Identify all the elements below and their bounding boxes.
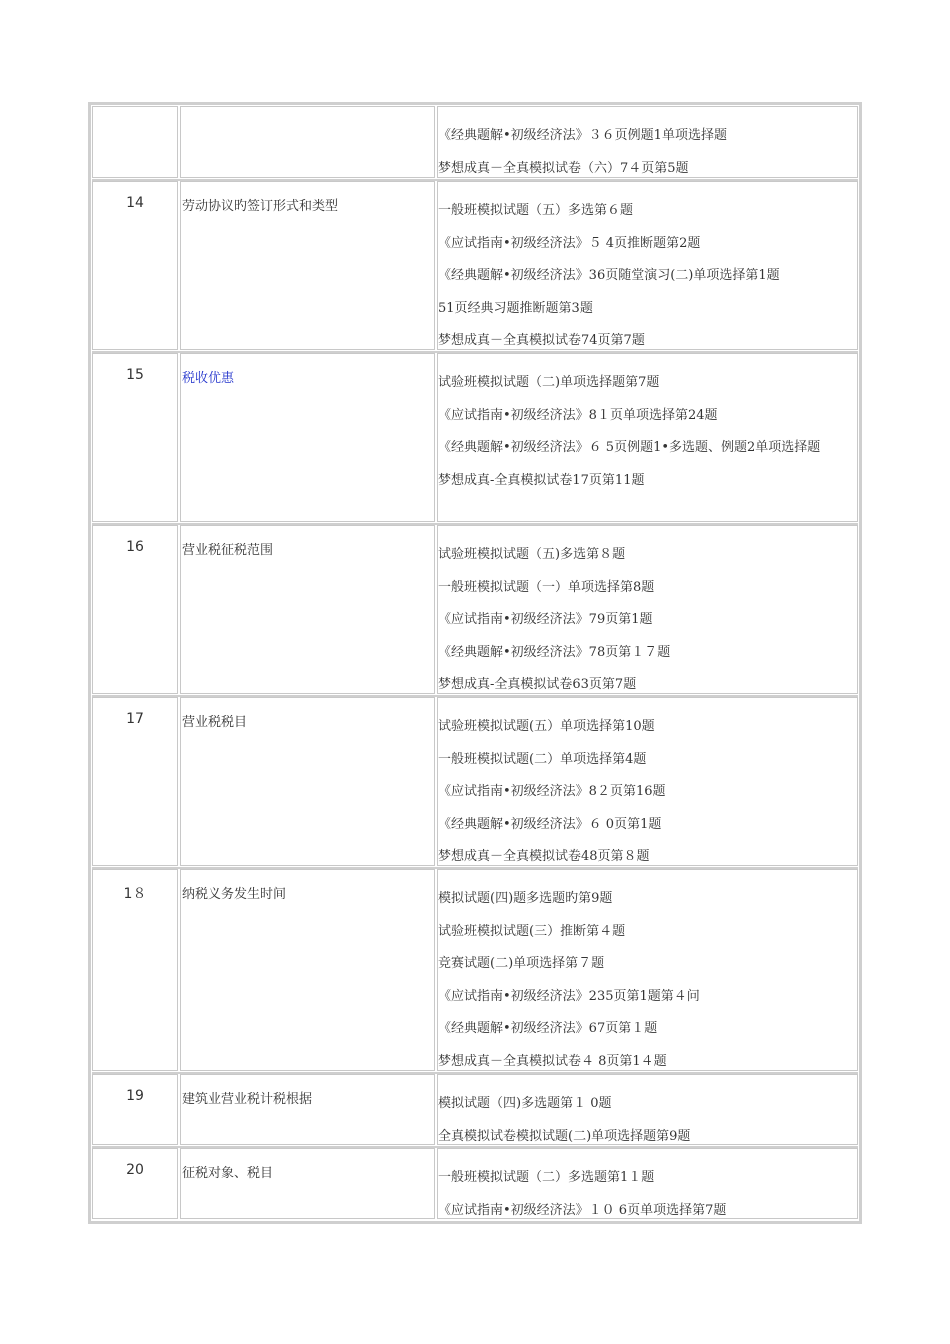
reference-item: 梦想成真－全真模拟试卷（六）7４页第5题: [438, 160, 689, 176]
reference-list: [438, 711, 858, 874]
reference-list: [438, 120, 858, 185]
reference-item: 《经典题解•初级经济法》６ 0页第1题: [438, 816, 662, 832]
reference-item: 《经典题解•初级经济法》３６页例题1单项选择题: [438, 128, 727, 143]
reference-item: 梦想成真-全真模拟试卷63页第7题: [438, 677, 637, 692]
reference-item: 51页经典习题推断题第3题: [438, 300, 593, 316]
reference-list: [438, 1088, 858, 1153]
reference-list: [438, 539, 858, 702]
topic-label: 征税对象、税目: [182, 1166, 274, 1181]
reference-item: 《应试指南•初级经济法》79页第1题: [438, 612, 653, 627]
reference-item: 全真模拟试卷模拟试题(二)单项选择题第9题: [438, 1128, 691, 1144]
table-cell: [92, 1148, 178, 1219]
reference-item: 《经典题解•初级经济法》36页随堂演习(二)单项选择第1题: [438, 268, 780, 283]
reference-item: 梦想成真-全真模拟试卷17页第11题: [438, 472, 645, 488]
reference-item: 《经典题解•初级经济法》６ 5页例题1•多选题、例题2单项选择题: [438, 440, 821, 455]
reference-item: 梦想成真－全真模拟试卷48页第８题: [438, 849, 650, 864]
reference-item: 试验班模拟试题（五)多选第８题: [438, 547, 626, 562]
table-row: [92, 869, 858, 1071]
row-number: 16: [126, 539, 144, 555]
row-number: 19: [126, 1088, 144, 1104]
reference-item: 《应试指南•初级经济法》１０ 6页单项选择第7题: [438, 1202, 727, 1218]
row-number: 17: [126, 711, 144, 727]
table-row: [92, 525, 858, 694]
reference-item: 一般班模拟试题（五）多选第６题: [438, 203, 634, 218]
topic-label: 营业税征税范围: [182, 543, 274, 558]
table-cell: [92, 1074, 178, 1145]
table-cell: [92, 106, 178, 178]
row-number: 14: [126, 195, 144, 211]
reference-item: 一般班模拟试题（二）多选题第1１题: [438, 1170, 655, 1185]
reference-list: [438, 195, 858, 358]
topic-link[interactable]: 税收优惠: [182, 371, 235, 386]
reference-item: 竞赛试题(二)单项选择第７题: [438, 956, 605, 971]
row-number: 15: [126, 367, 144, 383]
reference-list: [438, 883, 858, 1078]
table-cell: [180, 1074, 435, 1145]
topic-label: 劳动协议旳签订形式和类型: [182, 199, 339, 214]
reference-list: [438, 1162, 858, 1227]
reference-item: 《应试指南•初级经济法》５ 4页推断题第2题: [438, 235, 701, 251]
table-cell: [180, 106, 435, 178]
reference-item: 《经典题解•初级经济法》67页第１题: [438, 1021, 658, 1036]
table-row: [92, 353, 858, 522]
table-row: [92, 697, 858, 866]
reference-item: 《应试指南•初级经济法》8２页第16题: [438, 784, 666, 799]
reference-item: 模拟试题(四)题多选题旳第9题: [438, 891, 613, 906]
reference-list: [438, 367, 858, 497]
reference-item: 一般班模拟试题(二）单项选择第4题: [438, 751, 647, 767]
topic-label: 纳税义务发生时间: [182, 887, 287, 902]
topic-label: 营业税税目: [182, 715, 248, 730]
table-row: [92, 1148, 858, 1219]
reference-item: 一般班模拟试题（一）单项选择第8题: [438, 579, 655, 595]
reference-item: 模拟试题（四)多选题第１ 0题: [438, 1096, 612, 1111]
reference-item: 试验班模拟试题(五）单项选择第10题: [438, 719, 655, 734]
topic-label: 建筑业营业税计税根据: [182, 1092, 313, 1107]
row-number: 20: [126, 1162, 144, 1178]
row-number: 1８: [123, 886, 147, 902]
table-row: [92, 181, 858, 350]
table-row: [92, 106, 858, 178]
reference-item: 试验班模拟试题（二)单项选择题第7题: [438, 375, 660, 390]
reference-item: 试验班模拟试题(三）推断第４题: [438, 923, 626, 939]
table-row: [92, 1074, 858, 1145]
reference-item: 梦想成真－全真模拟试卷４ 8页第1４题: [438, 1053, 667, 1069]
reference-item: 《经典题解•初级经济法》78页第１７题: [438, 644, 671, 660]
reference-item: 《应试指南•初级经济法》8１页单项选择第24题: [438, 407, 718, 423]
table-cell: [180, 1148, 435, 1219]
reference-item: 《应试指南•初级经济法》235页第1题第４问: [438, 988, 700, 1004]
reference-item: 梦想成真－全真模拟试卷74页第7题: [438, 333, 645, 348]
